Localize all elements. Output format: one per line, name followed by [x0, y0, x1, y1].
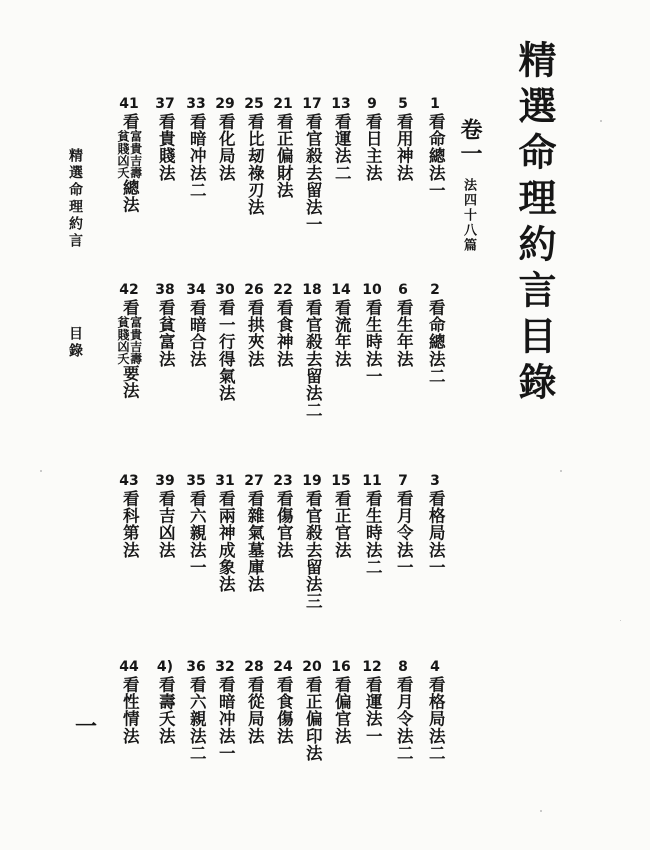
page-number: 一 — [75, 714, 98, 740]
toc-entry-interlinear-left: 貧賤凶夭 — [116, 130, 130, 179]
toc-entry-interlinear — [116, 316, 141, 365]
toc-entry-number: 36 — [186, 659, 206, 675]
toc-entry-number: 12 — [362, 659, 382, 675]
speck — [540, 810, 542, 812]
book-title: 精選命理約言目錄 — [512, 40, 557, 408]
toc-entry-number: 4 — [430, 659, 440, 675]
toc-entry-label: 看貴賤法 — [156, 113, 176, 182]
speck — [600, 120, 602, 122]
toc-entry — [211, 474, 239, 593]
toc-entry — [211, 283, 239, 402]
toc-entry-label: 看傷官法 — [274, 490, 294, 559]
toc-entry-label: 看命總法二 — [426, 299, 446, 385]
toc-entry — [240, 660, 268, 744]
toc-entry — [151, 474, 179, 558]
toc-entry-number: 17 — [302, 96, 322, 112]
toc-entry-interlinear — [116, 130, 141, 179]
toc-entry — [389, 660, 417, 762]
toc-entry-number: 21 — [273, 96, 293, 112]
toc-entry-label: 看暗冲法二 — [187, 113, 207, 199]
toc-entry-number: 31 — [215, 473, 235, 489]
toc-entry — [182, 474, 210, 576]
toc-entry — [298, 283, 326, 419]
toc-entry — [182, 660, 210, 762]
toc-entry — [115, 660, 143, 744]
volume-note: 法四十八篇 — [461, 178, 476, 253]
toc-entry-number: 27 — [244, 473, 264, 489]
toc-entry-interlinear-right: 富貴吉壽 — [128, 130, 143, 179]
toc-entry — [421, 283, 449, 385]
toc-entry-label-head: 看 — [120, 113, 140, 131]
toc-entry-label: 看貧富法 — [156, 299, 176, 368]
toc-entry-label: 看用神法 — [394, 113, 414, 182]
toc-entry-label: 看生年法 — [394, 299, 414, 368]
toc-entry-label-tail: 要法 — [120, 364, 140, 400]
toc-entry — [298, 97, 326, 233]
toc-entry-number: 29 — [215, 96, 235, 112]
speck — [560, 470, 562, 472]
toc-entry-label: 看官殺去留法一 — [303, 113, 323, 233]
toc-entry-number: 9 — [367, 96, 377, 112]
toc-entry-number: 23 — [273, 473, 293, 489]
toc-entry — [151, 660, 179, 744]
toc-entry-number: 5 — [398, 96, 408, 112]
toc-entry-number: 19 — [302, 473, 322, 489]
toc-entry — [298, 474, 326, 610]
toc-entry — [389, 474, 417, 576]
toc-entry-label: 看比刼祿刃法 — [245, 113, 265, 216]
toc-entry — [421, 97, 449, 199]
toc-entry-label: 看月令法二 — [394, 676, 414, 762]
toc-entry — [151, 97, 179, 181]
toc-entry-number: 25 — [244, 96, 264, 112]
toc-entry-number: 4) — [156, 659, 174, 675]
toc-entry-number: 14 — [331, 282, 351, 298]
toc-entry-number: 20 — [302, 659, 322, 675]
toc-entry — [182, 283, 210, 367]
toc-entry-number: 7 — [398, 473, 408, 489]
toc-entry-number: 39 — [155, 473, 175, 489]
running-head-title: 精選命理約言 — [67, 148, 83, 250]
toc-entry — [358, 283, 386, 385]
toc-entry — [298, 660, 326, 762]
toc-entry — [269, 474, 297, 558]
toc-entry — [211, 660, 239, 762]
toc-entry — [269, 97, 297, 199]
toc-entry — [358, 474, 386, 576]
toc-entry-label: 看化局法 — [216, 113, 236, 182]
toc-entry-number: 35 — [186, 473, 206, 489]
toc-entry-label: 看月令法一 — [394, 490, 414, 576]
toc-entry-interlinear-left: 貧賤凶夭 — [116, 316, 130, 365]
volume-title: 卷一 — [457, 118, 483, 166]
toc-entry — [421, 474, 449, 576]
toc-entry — [211, 97, 239, 181]
toc-entry-number: 8 — [398, 659, 408, 675]
toc-entry-number: 28 — [244, 659, 264, 675]
toc-entry-label: 看格局法一 — [426, 490, 446, 576]
toc-entry-label: 看六親法二 — [187, 676, 207, 762]
toc-entry — [115, 474, 143, 558]
toc-entry — [115, 283, 143, 399]
toc-entry-label: 看官殺去留法三 — [303, 490, 323, 610]
toc-entry — [327, 660, 355, 744]
toc-entry-interlinear-right: 富貴吉壽 — [128, 316, 143, 365]
toc-entry-label: 看運法二 — [332, 113, 352, 182]
toc-entry-label: 看雜氣墓庫法 — [245, 490, 265, 593]
toc-entry — [389, 283, 417, 367]
toc-entry-label: 看生時法二 — [363, 490, 383, 576]
toc-entry-number: 32 — [215, 659, 235, 675]
toc-entry — [358, 660, 386, 744]
toc-entry-number: 37 — [155, 96, 175, 112]
toc-entry-number: 11 — [362, 473, 382, 489]
toc-entry-label: 看六親法一 — [187, 490, 207, 576]
toc-entry-number: 26 — [244, 282, 264, 298]
toc-entry — [115, 97, 143, 213]
toc-entry-label: 看吉凶法 — [156, 490, 176, 559]
toc-entry — [358, 97, 386, 181]
toc-entry-label: 看暗冲法一 — [216, 676, 236, 762]
toc-entry-number: 15 — [331, 473, 351, 489]
toc-entry-label: 看從局法 — [245, 676, 265, 745]
toc-entry-label: 看暗合法 — [187, 299, 207, 368]
toc-entry-composite-label — [116, 113, 141, 213]
toc-entry — [269, 660, 297, 744]
toc-entry-number: 22 — [273, 282, 293, 298]
toc-entry — [269, 283, 297, 367]
toc-entry-label: 看科第法 — [120, 490, 140, 559]
toc-entry-number: 3 — [430, 473, 440, 489]
toc-entry-label-head: 看 — [120, 299, 140, 317]
toc-entry-label: 看兩神成象法 — [216, 490, 236, 593]
toc-entry-label: 看正官法 — [332, 490, 352, 559]
toc-entry-label: 看拱夾法 — [245, 299, 265, 368]
toc-entry-number: 2 — [430, 282, 440, 298]
toc-entry-number: 33 — [186, 96, 206, 112]
toc-entry-number: 10 — [362, 282, 382, 298]
speck — [620, 620, 621, 621]
toc-entry-label: 看流年法 — [332, 299, 352, 368]
toc-entry-label: 看性情法 — [120, 676, 140, 745]
toc-entry-number: 16 — [331, 659, 351, 675]
toc-entry-label: 看格局法二 — [426, 676, 446, 762]
toc-entry-number: 30 — [215, 282, 235, 298]
toc-entry — [421, 660, 449, 762]
toc-entry-number: 34 — [186, 282, 206, 298]
toc-entry — [151, 283, 179, 367]
toc-entry-label: 看一行得氣法 — [216, 299, 236, 402]
toc-entry — [327, 283, 355, 367]
toc-entry-label: 看正偏財法 — [274, 113, 294, 199]
toc-entry — [389, 97, 417, 181]
toc-entry-label: 看生時法一 — [363, 299, 383, 385]
toc-entry — [327, 474, 355, 558]
toc-entry-label-tail: 總法 — [120, 178, 140, 214]
toc-entry-number: 44 — [119, 659, 139, 675]
toc-entry — [240, 283, 268, 367]
toc-entry-label: 看偏官法 — [332, 676, 352, 745]
speck — [40, 470, 42, 472]
running-head-section: 目錄 — [67, 326, 83, 360]
toc-entry-number: 24 — [273, 659, 293, 675]
toc-entry-number: 38 — [155, 282, 175, 298]
toc-entry-label: 看官殺去留法二 — [303, 299, 323, 419]
toc-entry-number: 41 — [119, 96, 139, 112]
toc-entry-label: 看食神法 — [274, 299, 294, 368]
toc-entry — [240, 97, 268, 216]
toc-entry-label: 看食傷法 — [274, 676, 294, 745]
toc-entry-label: 看運法一 — [363, 676, 383, 745]
toc-entry-label: 看壽夭法 — [156, 676, 176, 745]
toc-entry-number: 6 — [398, 282, 408, 298]
toc-entry — [240, 474, 268, 593]
toc-entry-number: 43 — [119, 473, 139, 489]
toc-entry-composite-label — [116, 299, 141, 399]
toc-entry-label: 看日主法 — [363, 113, 383, 182]
toc-entry — [327, 97, 355, 181]
toc-entry-number: 42 — [119, 282, 139, 298]
toc-entry-number: 13 — [331, 96, 351, 112]
toc-entry-number: 18 — [302, 282, 322, 298]
toc-entry-label: 看正偏印法 — [303, 676, 323, 762]
toc-entry-label: 看命總法一 — [426, 113, 446, 199]
toc-entry — [182, 97, 210, 199]
toc-entry-number: 1 — [430, 96, 440, 112]
